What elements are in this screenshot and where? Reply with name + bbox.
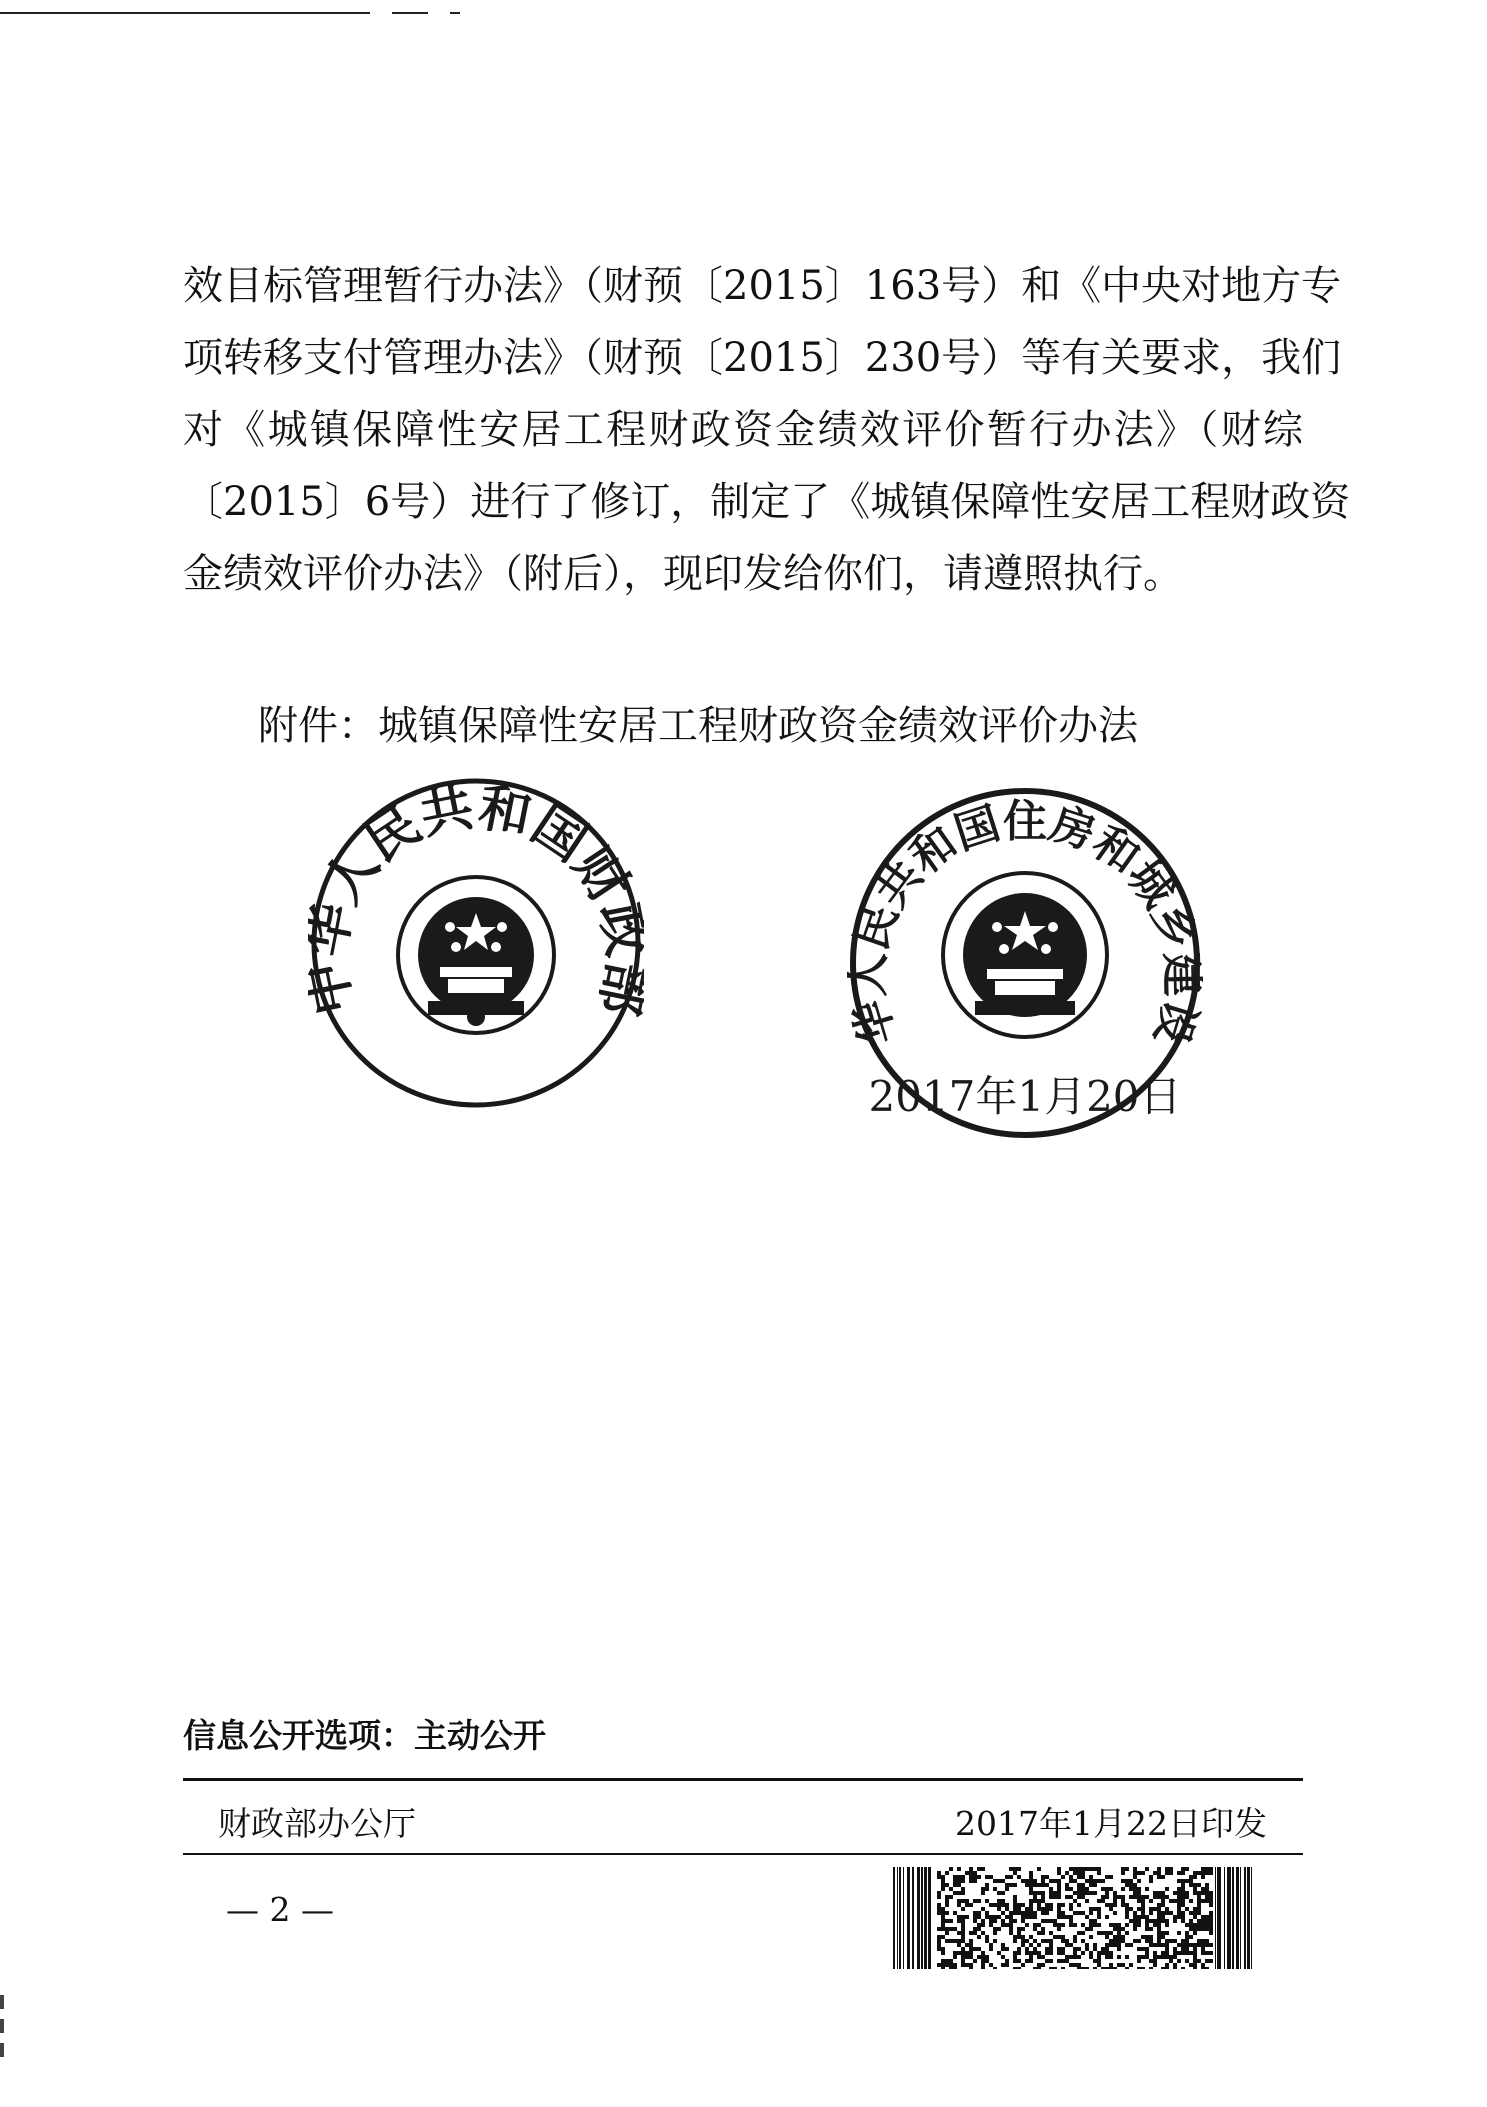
body-line-4: 〔2015〕6号）进行了修订，制定了《城镇保障性安居工程财政资 <box>183 479 1351 525</box>
footer-rule-bottom <box>183 1853 1303 1855</box>
national-emblem-icon <box>943 873 1107 1037</box>
mohurd-seal <box>847 785 1203 1141</box>
scan-edge-marks <box>0 1995 6 2065</box>
body-line-2: 项转移支付管理办法》（财预〔2015〕230号）等有关要求，我们 <box>183 335 1342 381</box>
top-rule-long <box>0 12 370 14</box>
body-paragraph <box>183 250 1351 610</box>
issuing-office: 财政部办公厅 <box>218 1804 416 1843</box>
page-number: — 2 — <box>226 1890 334 1929</box>
issue-date: 2017年1月22日印发 <box>955 1804 1267 1843</box>
body-line-5: 金绩效评价办法》（附后），现印发给你们，请遵照执行。 <box>183 551 1183 597</box>
mohurd-seal-date: 2017年1月20日 <box>868 1072 1182 1121</box>
national-emblem-icon <box>398 877 554 1033</box>
barcode-icon <box>893 1867 1255 1969</box>
disclosure-option: 信息公开选项：主动公开 <box>183 1716 546 1755</box>
mohurd-seal-text: 华人民共和国住房和城乡建设 <box>847 795 1203 1051</box>
footer-rule-top <box>183 1778 1303 1781</box>
top-rule-short <box>392 12 428 14</box>
mof-seal <box>308 775 644 1111</box>
top-rule-dot <box>450 12 460 14</box>
mof-seal-text: 人民共和国财 <box>312 777 640 914</box>
attachment-line: 附件：城镇保障性安居工程财政资金绩效评价办法 <box>258 703 1138 749</box>
body-line-1: 效目标管理暂行办法》（财预〔2015〕163号）和《中央对地方专 <box>183 263 1342 309</box>
body-line-3: 对《城镇保障性安居工程财政资金绩效评价暂行办法》（财综 <box>183 407 1303 453</box>
